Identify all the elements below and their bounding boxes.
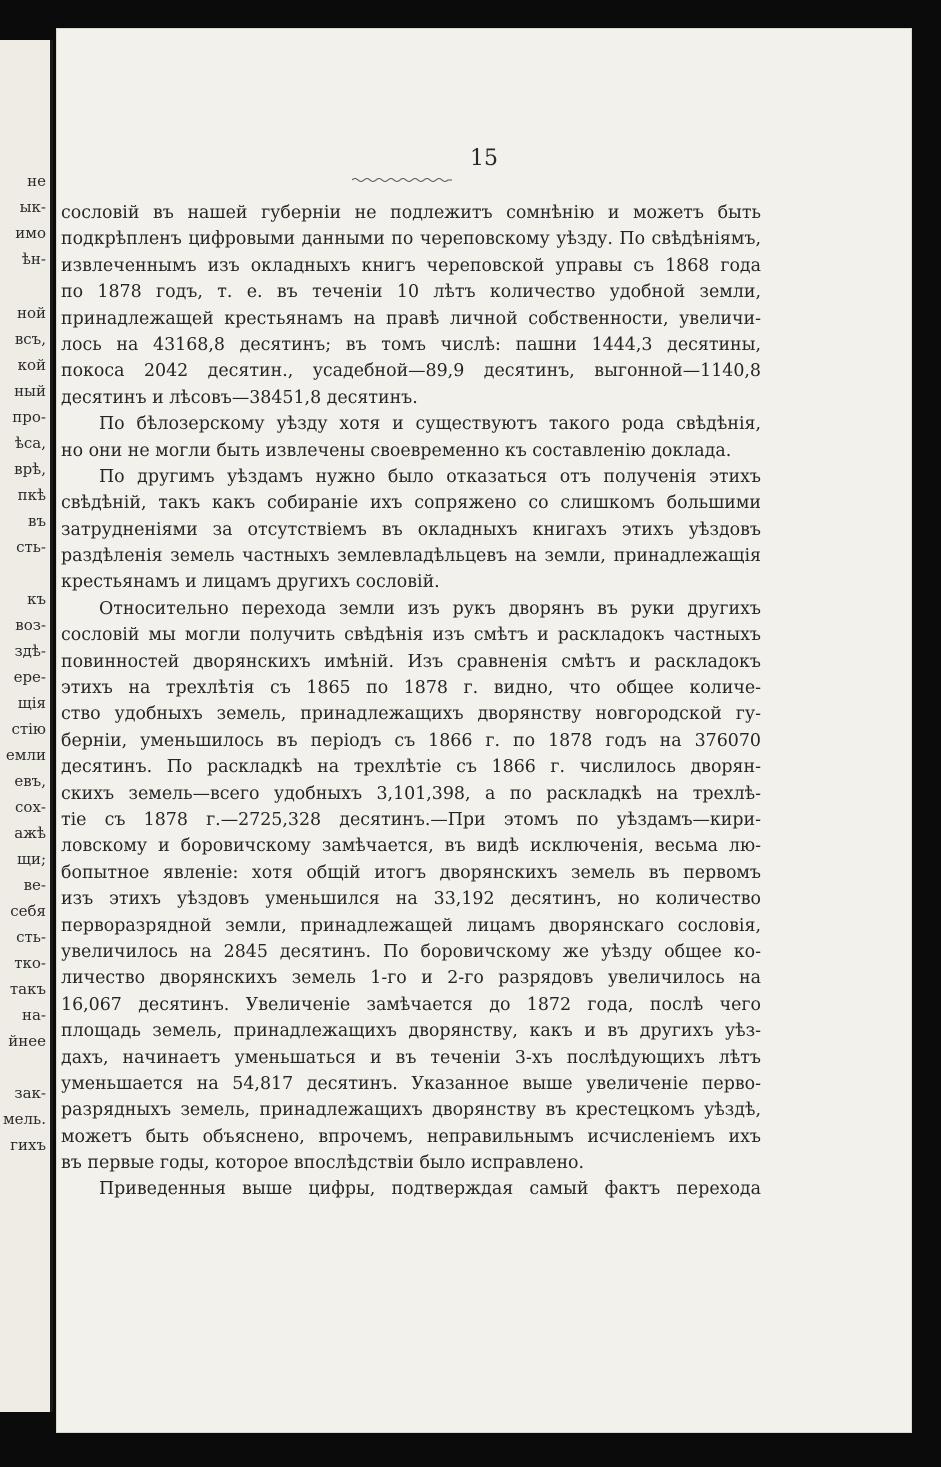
previous-page-fragment: ве-: [23, 876, 46, 894]
text-line: тіе съ 1878 г.—2725,328 десятинъ.—При этомъ по уѣздамъ—кири-: [61, 809, 761, 830]
previous-page-fragment: ѣса,: [14, 434, 46, 452]
text-line: свѣдѣній, такъ какъ собираніе ихъ сопряжено со слишкомъ большими: [61, 493, 761, 514]
text-line: принадлежащей крестьянамъ на правѣ личной собственности, увеличи-: [61, 308, 761, 329]
paragraph: [61, 1176, 761, 1202]
previous-page-edge: [0, 40, 53, 1412]
text-line: можетъ быть объяснено, впрочемъ, неправильнымъ исчисленіемъ ихъ: [61, 1126, 761, 1147]
text-line: бопытное явленіе: хотя общій итогъ дворянскихъ земель въ первомъ: [61, 862, 761, 883]
text-line: сословій въ нашей губерніи не подлежитъ сомнѣнію и можетъ быть: [61, 203, 761, 223]
previous-page-fragment: сох-: [15, 798, 46, 816]
previous-page-fragment: щія: [17, 694, 46, 712]
previous-page-fragment: къ: [27, 590, 46, 608]
previous-page-fragment: гихъ: [10, 1136, 46, 1154]
text-line: повинностей дворянскихъ имѣній. Изъ сравненія смѣтъ и раскладокъ: [61, 651, 761, 672]
text-line: десятинъ и лѣсовъ—38451,8 десятинъ.: [61, 387, 418, 408]
previous-page-fragment: мель.: [2, 1110, 46, 1128]
ornament-divider: [352, 176, 452, 184]
text-line: извлеченнымъ изъ окладныхъ книгъ череповской управы съ 1868 года: [61, 255, 761, 276]
text-line: ство удобныхъ земель, принадлежащихъ дворянству новгородской гу-: [61, 704, 761, 725]
text-line: дахъ, начинаетъ уменьшаться и въ теченіи 3-хъ послѣдующихъ лѣтъ: [61, 1047, 761, 1068]
text-line: перворазрядной земли, принадлежащей лицамъ дворянскаго сословія,: [61, 915, 761, 936]
paragraph: [61, 200, 761, 411]
text-line: личество дворянскихъ земель 1-го и 2-го разрядовъ увеличилось на: [61, 968, 761, 989]
paragraph: [61, 596, 761, 1177]
previous-page-fragment: ѣн-: [21, 250, 46, 268]
previous-page-fragment: не: [27, 172, 46, 190]
text-line: площадь земель, принадлежащихъ дворянству, какъ и въ другихъ уѣз-: [61, 1021, 761, 1042]
text-line: десятинъ. По раскладкѣ на трехлѣтіе съ 1866 г. числилось дворян-: [61, 757, 761, 778]
text-line: сословій мы могли получить свѣдѣнія изъ смѣтъ и раскладокъ частныхъ: [61, 625, 761, 646]
text-line: Приведенныя выше цифры, подтверждая самый фактъ перехода: [99, 1179, 761, 1200]
previous-page-fragment: евъ,: [14, 772, 46, 790]
paragraph: [61, 411, 761, 464]
body-text: [61, 200, 761, 1203]
previous-page-fragment: ной: [16, 304, 46, 322]
text-line: ловскому и боровичскому замѣчается, въ видѣ исключенія, весьма лю-: [61, 836, 761, 857]
text-line: крестьянамъ и лицамъ другихъ сословій.: [61, 572, 440, 593]
text-line: увеличилось на 2845 десятинъ. По боровичскому же уѣзду общее ко-: [61, 941, 761, 962]
previous-page-fragment: ажѣ: [14, 824, 46, 842]
previous-page-fragment: всъ,: [14, 330, 46, 348]
text-line: По бѣлозерскому уѣзду хотя и существуютъ такого рода свѣдѣнія,: [99, 414, 761, 435]
document-page: [56, 28, 912, 1433]
previous-page-fragment: врѣ,: [14, 460, 46, 478]
text-line: скихъ земель—всего удобныхъ 3,101,398, а по раскладкѣ на трехлѣ-: [61, 783, 761, 804]
page-number: 15: [470, 146, 498, 171]
previous-page-fragment: щи;: [17, 850, 46, 868]
text-line: уменьшается на 54,817 десятинъ. Указанное выше увеличеніе перво-: [61, 1073, 761, 1094]
previous-page-fragment: кой: [17, 356, 46, 374]
previous-page-fragment: здѣ-: [14, 642, 46, 660]
text-line: разрядныхъ земель, принадлежащихъ дворянству въ крестецкомъ уѣздѣ,: [61, 1100, 761, 1121]
previous-page-fragment: сть-: [16, 928, 46, 946]
text-line: берніи, уменьшилось въ періодъ съ 1866 г. по 1878 годъ на 376070: [61, 730, 761, 751]
previous-page-fragment: сть-: [16, 538, 46, 556]
previous-page-fragment: пкѣ: [17, 486, 46, 504]
text-line: покоса 2042 десятин., усадебной—89,9 десятинъ, выгонной—1140,8: [61, 361, 761, 382]
previous-page-fragment: йнее: [8, 1032, 46, 1050]
previous-page-fragment: ык-: [19, 198, 46, 216]
previous-page-fragment: стію: [11, 720, 46, 738]
text-line: раздѣленія земель частныхъ землевладѣльцевъ на земли, принадлежащія: [61, 546, 761, 567]
text-line: 16,067 десятинъ. Увеличеніе замѣчается до 1872 года, послѣ чего: [61, 994, 761, 1015]
text-line: по 1878 годъ, т. е. въ теченіи 10 лѣтъ количество удобной земли,: [61, 282, 761, 303]
previous-page-fragment: въ: [28, 512, 46, 530]
text-line: подкрѣпленъ цифровыми данными по череповскому уѣзду. По свѣдѣніямъ,: [61, 229, 761, 250]
previous-page-fragment: зак-: [14, 1084, 46, 1102]
previous-page-fragment: такъ: [9, 980, 46, 998]
text-line: По другимъ уѣздамъ нужно было отказаться отъ полученія этихъ: [99, 466, 761, 487]
text-line: затрудненіями за отсутствіемъ въ окладныхъ книгахъ этихъ уѣздовъ: [61, 519, 761, 540]
text-line: изъ этихъ уѣздовъ уменьшился на 33,192 десятинъ, но количество: [61, 889, 761, 910]
text-line: но они не могли быть извлечены своевременно къ составленію доклада.: [61, 440, 732, 461]
previous-page-fragment: имо: [15, 224, 46, 242]
previous-page-fragment: емли: [5, 746, 46, 764]
previous-page-fragment: про-: [12, 408, 46, 426]
text-line: лось на 43168,8 десятинъ; въ томъ числѣ: пашни 1444,3 десятины,: [61, 334, 761, 355]
text-line: въ первые годы, которое впослѣдствіи было исправлено.: [61, 1153, 585, 1174]
previous-page-fragment: на-: [21, 1006, 46, 1024]
text-line: этихъ на трехлѣтія съ 1865 по 1878 г. видно, что общее количе-: [61, 678, 761, 699]
paragraph: [61, 464, 761, 596]
text-line: Относительно перехода земли изъ рукъ дворянъ въ руки другихъ: [99, 598, 761, 619]
previous-page-fragment: ный: [14, 382, 46, 400]
previous-page-fragment: ере-: [13, 668, 46, 686]
previous-page-fragment: себя: [10, 902, 46, 920]
previous-page-fragment: тко-: [14, 954, 46, 972]
previous-page-fragment: воз-: [15, 616, 46, 634]
